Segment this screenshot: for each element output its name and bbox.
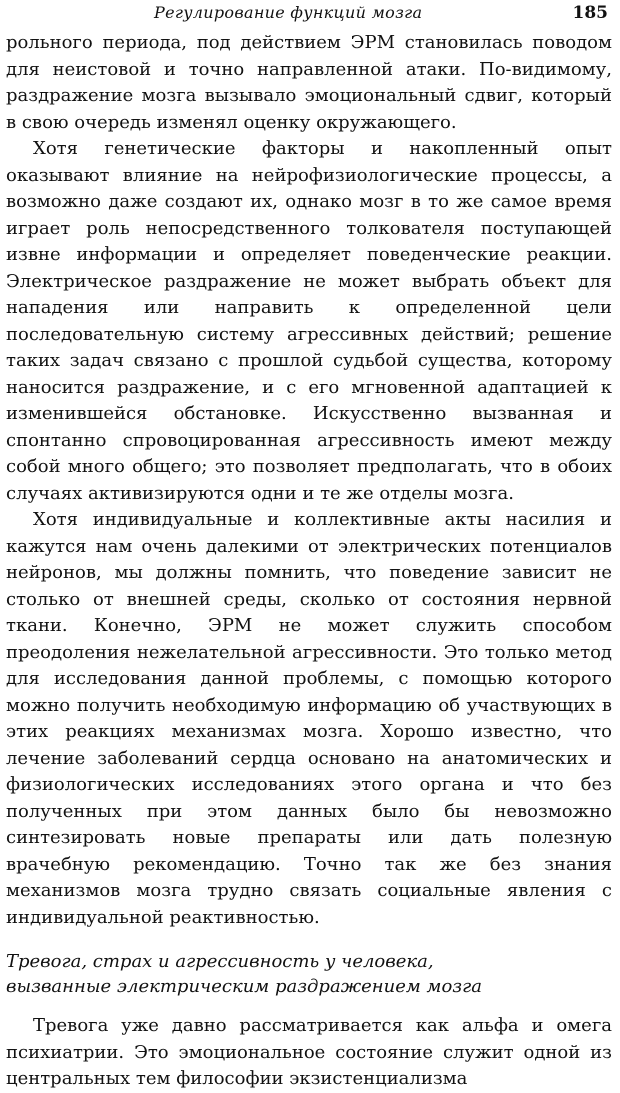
section-heading (6, 949, 612, 999)
page-number: 185 (572, 3, 608, 23)
paragraph-continued: рольного периода, под действием ЭРМ становилась поводом для неистовой и точно направленной атаки. По-видимому, раздражение мозга вызывало эмоциональный сдвиг, который в свою очередь изменял оценку окружающего. (6, 32, 612, 133)
section-heading-line-2: вызванные электрическим раздражением мозга (6, 976, 482, 997)
running-head (6, 0, 612, 30)
running-title: Регулирование функций мозга (154, 3, 423, 22)
main-text (6, 30, 612, 931)
paragraph-violence-acts: Хотя индивидуальные и коллективные акты насилия и кажутся нам очень далекими от электрических потенциалов нейронов, мы должны помнить, что поведение зависит не столько от внешней среды, сколько от состояния нервной ткани. Конечно, ЭРМ не может служить способом преодоления нежелательной агрессивности. Это только метод для исследования данной проблемы, с помощью которого можно получить необходимую информацию об участвующих в этих реакциях механизмах мозга. Хорошо известно, что лечение заболеваний сердца основано на анатомических и физиологических исследованиях этого органа и что без полученных при этом данных было бы невозможно синтезировать новые препараты или дать полезную врачебную рекомендацию. Точно так же без знания механизмов мозга трудно связать социальные явления с индивидуальной реактивностью. (6, 509, 612, 928)
section-heading-line-1: Тревога, страх и агрессивность у человека, (6, 951, 434, 972)
paragraph-anxiety: Тревога уже давно рассматривается как альфа и омега психиатрии. Это эмоциональное состояние служит одной из центральных тем философии экзистенциализма (6, 1015, 612, 1089)
paragraph-genetic-factors: Хотя генетические факторы и накопленный опыт оказывают влияние на нейрофизиологические процессы, а возможно даже создают их, однако мозг в то же самое время играет роль непосредственного толкователя поступающей извне информации и определяет поведенческие реакции. Электрическое раздражение не может выбрать объект для нападения или направить к определенной цели последовательную систему агрессивных действий; решение таких задач связано с прошлой судьбой существа, которому наносится раздражение, и с его мгновенной адаптацией к изменившейся обстановке. Искусственно вызванная и спонтанно спровоцированная агрессивность имеют между собой много общего; это позволяет предполагать, что в обоих случаях активизируются одни и те же отделы мозга. (6, 138, 612, 504)
section-text (6, 1013, 612, 1093)
